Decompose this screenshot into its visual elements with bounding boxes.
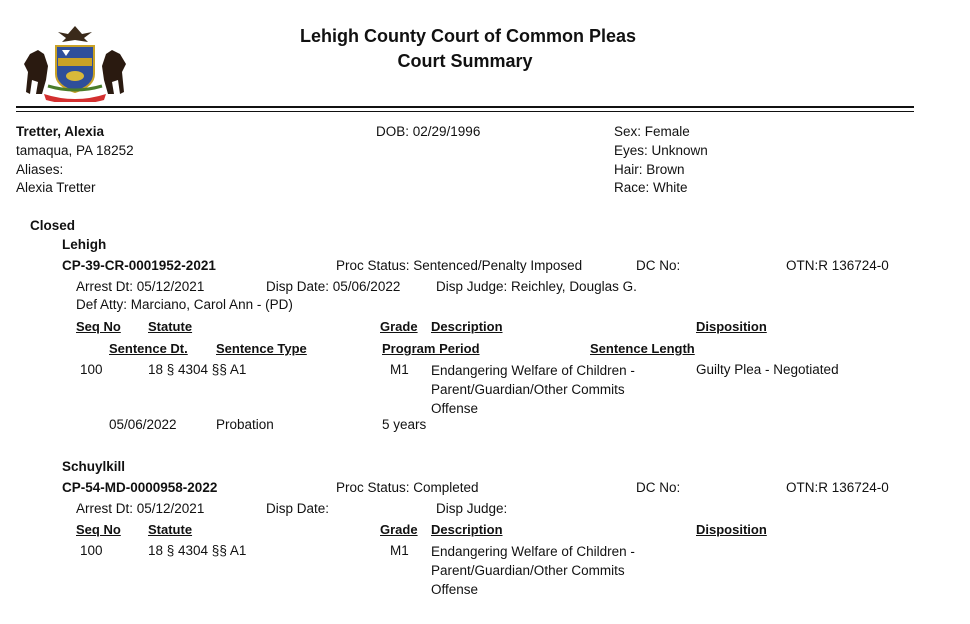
proc-status: Proc Status: Completed	[336, 480, 479, 495]
defendant-hair: Hair: Brown	[614, 162, 685, 177]
col-description: Description	[431, 522, 503, 537]
defendant-sex: Sex: Female	[614, 124, 690, 139]
defendant-dob: DOB: 02/29/1996	[376, 124, 481, 139]
charge-seq: 100	[80, 543, 103, 558]
arrest-date: Arrest Dt: 05/12/2021	[76, 501, 205, 516]
aliases-label: Aliases:	[16, 162, 64, 177]
col-sentence-type: Sentence Type	[216, 341, 307, 356]
arrest-date: Arrest Dt: 05/12/2021	[76, 279, 205, 294]
defendant-address: tamaqua, PA 18252	[16, 143, 134, 158]
charge-grade: M1	[390, 543, 409, 558]
pennsylvania-seal-icon	[18, 24, 132, 102]
charge-description: Endangering Welfare of Children - Parent/Guardian/Other Commits Offense	[431, 544, 635, 597]
dc-no: DC No:	[636, 480, 681, 495]
dc-no: DC No:	[636, 258, 681, 273]
sentence-type: Probation	[216, 417, 274, 432]
program-period: 5 years	[382, 417, 427, 432]
docket-number: CP-54-MD-0000958-2022	[62, 480, 218, 495]
disp-date: Disp Date:	[266, 501, 330, 516]
court-name: Lehigh County Court of Common Pleas	[300, 26, 636, 46]
charge-description: Endangering Welfare of Children - Parent/Guardian/Other Commits Offense	[431, 363, 635, 416]
county-heading: Lehigh	[62, 237, 107, 252]
col-statute: Statute	[148, 522, 193, 537]
proc-status: Proc Status: Sentenced/Penalty Imposed	[336, 258, 583, 273]
col-grade: Grade	[380, 522, 418, 537]
charge-statute: 18 § 4304 §§ A1	[148, 543, 247, 558]
col-disposition: Disposition	[696, 319, 767, 334]
disp-judge: Disp Judge: Reichley, Douglas G.	[436, 279, 637, 294]
charge-grade: M1	[390, 362, 409, 377]
alias-name: Alexia Tretter	[16, 180, 96, 195]
otn: OTN:R 136724-0	[786, 258, 889, 273]
col-grade: Grade	[380, 319, 418, 334]
col-disposition: Disposition	[696, 522, 767, 537]
header-divider-top	[16, 106, 914, 108]
county-heading: Schuylkill	[62, 459, 126, 474]
col-sentence-dt: Sentence Dt.	[109, 341, 188, 356]
col-sentence-length: Sentence Length	[590, 341, 695, 356]
charge-disposition: Guilty Plea - Negotiated	[696, 362, 839, 377]
col-description: Description	[431, 319, 503, 334]
charge-statute: 18 § 4304 §§ A1	[148, 362, 247, 377]
col-seq-no: Seq No	[76, 522, 121, 537]
defendant-race: Race: White	[614, 180, 688, 195]
defense-attorney: Def Atty: Marciano, Carol Ann - (PD)	[76, 297, 293, 312]
disp-date: Disp Date: 05/06/2022	[266, 279, 401, 294]
header-divider-bottom	[16, 111, 914, 112]
disp-judge: Disp Judge:	[436, 501, 508, 516]
docket-number: CP-39-CR-0001952-2021	[62, 258, 216, 273]
otn: OTN:R 136724-0	[786, 480, 889, 495]
col-program-period: Program Period	[382, 341, 480, 356]
sentence-date: 05/06/2022	[109, 417, 177, 432]
charge-seq: 100	[80, 362, 103, 377]
col-statute: Statute	[148, 319, 193, 334]
document-title: Court Summary	[397, 51, 533, 71]
defendant-name: Tretter, Alexia	[16, 124, 105, 139]
case-status-heading: Closed	[30, 218, 76, 233]
col-seq-no: Seq No	[76, 319, 121, 334]
defendant-eyes: Eyes: Unknown	[614, 143, 708, 158]
